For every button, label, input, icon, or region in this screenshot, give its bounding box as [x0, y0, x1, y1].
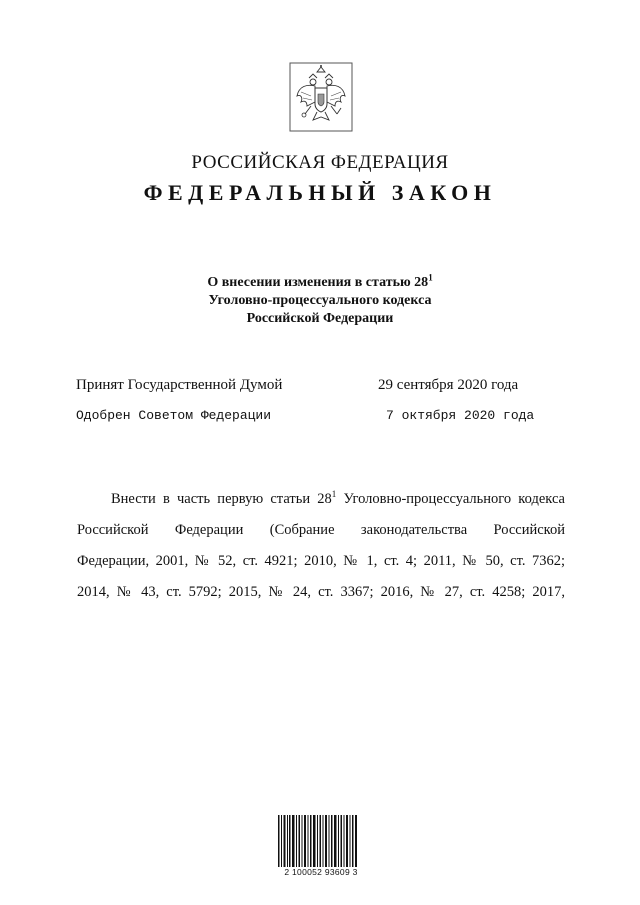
council-approval-date: 7 октября 2020 года	[386, 408, 535, 423]
law-title-superscript: 1	[428, 272, 433, 283]
barcode-icon	[278, 815, 358, 867]
body-line-1-text-a: Внести в часть первую статьи 28	[111, 491, 332, 507]
body-line-1-text-b: Уголовно-процессуального кодекса	[336, 491, 565, 507]
law-title-line-3: Российской Федерации	[246, 311, 394, 326]
barcode-number: 2 100052 93609 3	[284, 867, 358, 877]
law-title-line-2: Уголовно-процессуального кодекса	[208, 293, 432, 308]
law-body-text	[77, 484, 565, 608]
duma-adoption-date: 29 сентября 2020 года	[378, 377, 519, 393]
country-name: РОССИЙСКАЯ ФЕДЕРАЦИЯ	[191, 152, 449, 173]
law-title-line-1	[0, 274, 640, 292]
law-title-line-1-text: О внесении изменения в статью 28	[207, 275, 429, 290]
body-line-1-superscript: 1	[331, 489, 337, 500]
double-headed-eagle-icon	[289, 62, 353, 132]
body-line-1	[77, 484, 565, 515]
document-type: ФЕДЕРАЛЬНЫЙ ЗАКОН	[143, 180, 497, 205]
body-line-3: Федерации, 2001, № 52, ст. 4921; 2010, № 1, ст. 4; 2011, № 50, ст. 7362;	[77, 553, 565, 569]
duma-adoption-label: Принят Государственной Думой	[76, 377, 283, 393]
body-line-2: Российской Федерации (Собрание законодательства Российской	[77, 522, 565, 538]
law-title	[0, 274, 640, 328]
coat-of-arms-emblem	[289, 62, 353, 132]
body-line-4: 2014, № 43, ст. 5792; 2015, № 24, ст. 3367; 2016, № 27, ст. 4258; 2017,	[77, 584, 565, 600]
council-approval-label: Одобрен Советом Федерации	[76, 408, 272, 423]
